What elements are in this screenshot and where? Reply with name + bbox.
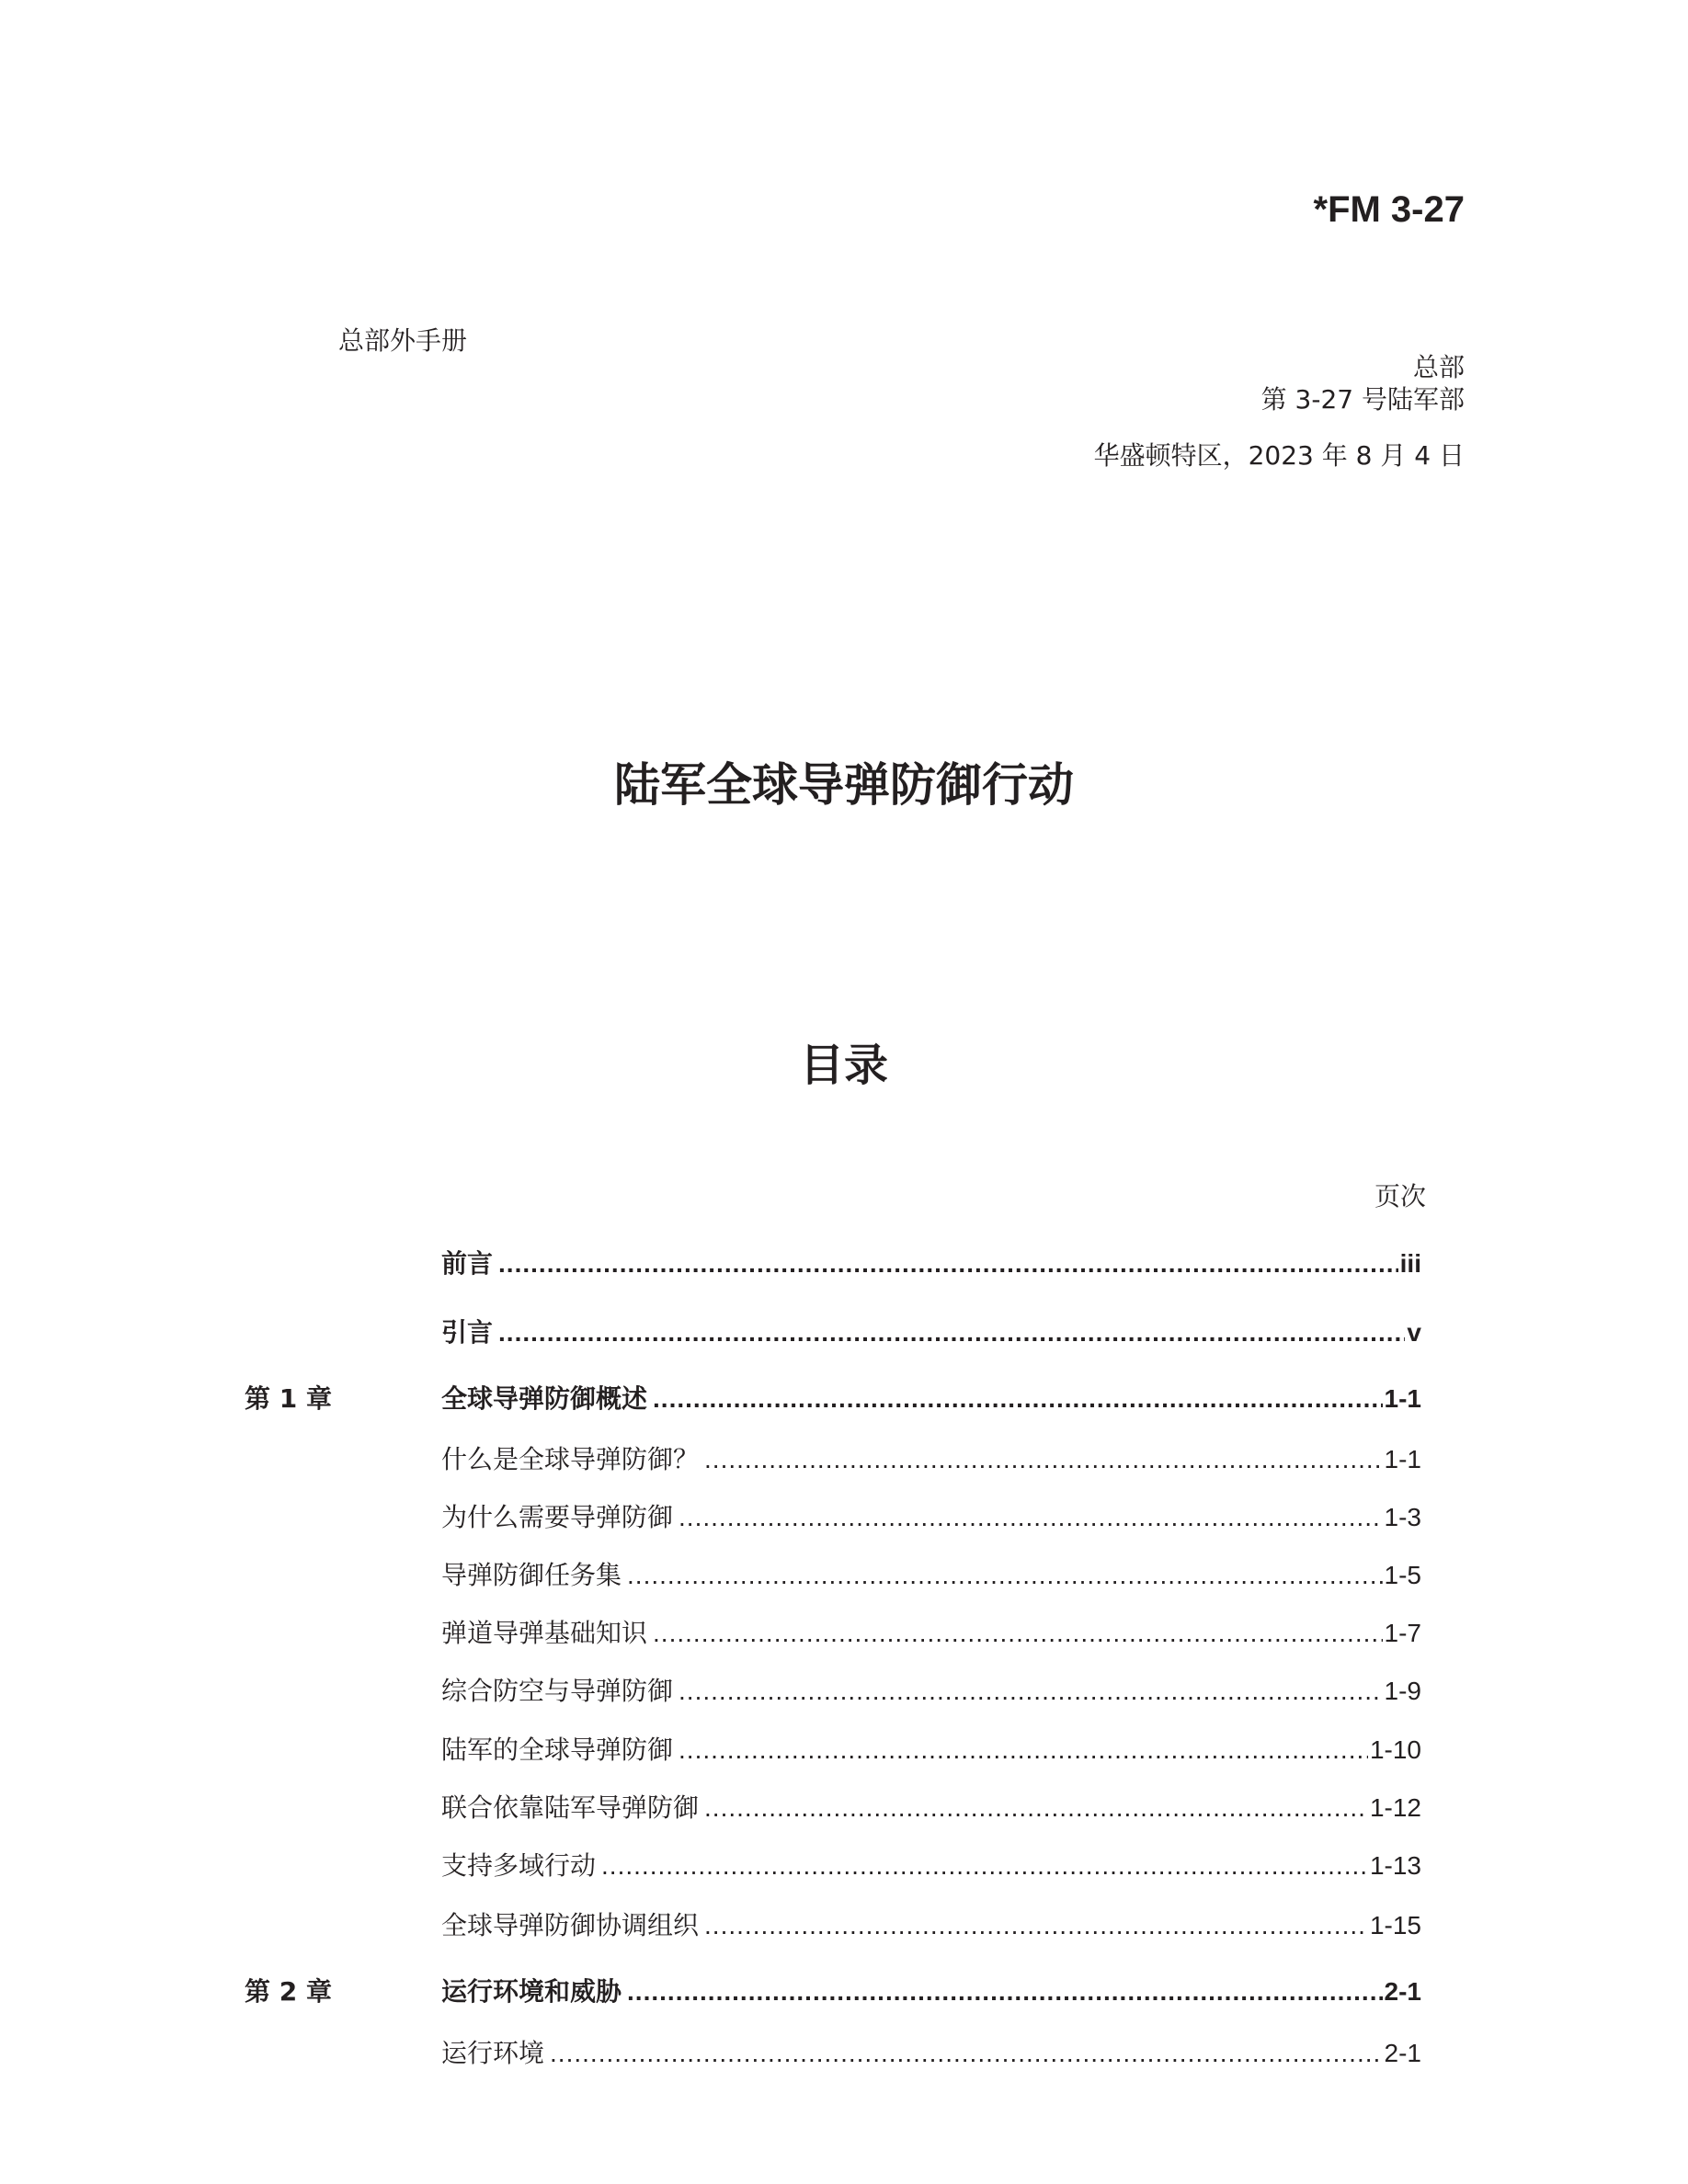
headquarters: 总部: [1412, 352, 1465, 382]
toc-dot-leader: [679, 1499, 1383, 1536]
toc-entry-page: 1-5: [1384, 1561, 1421, 1589]
toc-row: [0, 1732, 1688, 1769]
toc-dot-leader: [653, 1381, 1383, 1417]
toc-row: [0, 1381, 1688, 1417]
toc-entry-page: 1-12: [1369, 1793, 1421, 1822]
toc-dot-leader: [679, 1732, 1368, 1769]
toc-entry-page: 1-1: [1384, 1445, 1421, 1473]
toc-row: [0, 1848, 1688, 1884]
toc-entry[interactable]: [441, 1557, 1421, 1594]
toc-row: [0, 1246, 1688, 1282]
toc-entry-label: 前言: [441, 1248, 494, 1279]
toc-dot-leader: [627, 1557, 1383, 1594]
toc-entry-page: iii: [1399, 1249, 1421, 1278]
document-number: *FM 3-27: [1313, 189, 1465, 230]
toc-entry-page: v: [1407, 1318, 1421, 1347]
toc-entry[interactable]: [441, 1246, 1421, 1282]
toc-row: [0, 1314, 1688, 1351]
publication-type: 总部外手册: [338, 325, 468, 356]
toc-entry[interactable]: [441, 1441, 1421, 1478]
toc-row: [0, 1974, 1688, 2010]
toc-entry-label: 支持多域行动: [441, 1850, 597, 1881]
toc-entry[interactable]: [441, 1615, 1421, 1652]
toc-entry-label: 全球导弹防御概述: [441, 1383, 648, 1414]
toc-entry[interactable]: [441, 1499, 1421, 1536]
toc-entry[interactable]: [441, 1673, 1421, 1710]
toc-entry-label: 引言: [441, 1317, 494, 1348]
toc-title: 目录: [799, 1040, 888, 1091]
toc-entry-label: 综合防空与导弹防御: [441, 1676, 674, 1706]
toc-row: [0, 1557, 1688, 1594]
toc-entry[interactable]: [441, 1790, 1421, 1826]
toc-dot-leader: [704, 1441, 1383, 1478]
toc-entry[interactable]: [441, 1974, 1421, 2010]
toc-entry-page: 2-1: [1384, 2039, 1421, 2067]
toc-entry-page: 1-1: [1384, 1384, 1421, 1413]
toc-entry-page: 2-1: [1384, 1977, 1421, 2006]
toc-entry-page: 1-13: [1369, 1851, 1421, 1880]
toc-row: [0, 1790, 1688, 1826]
toc-dot-leader: [601, 1848, 1368, 1884]
toc-entry-page: 1-10: [1369, 1735, 1421, 1764]
toc-entry[interactable]: [441, 1848, 1421, 1884]
toc-row: [0, 1441, 1688, 1478]
toc-entry-label: 为什么需要导弹防御: [441, 1502, 674, 1532]
toc-entry-label: 导弹防御任务集: [441, 1560, 622, 1590]
toc-entry-page: 1-3: [1384, 1503, 1421, 1531]
toc-dot-leader: [498, 1314, 1405, 1351]
toc-entry-label: 运行环境: [441, 2038, 545, 2068]
toc-dot-leader: [627, 1974, 1383, 2010]
document-title: 陆军全球导弹防御行动: [614, 758, 1074, 812]
toc-page-column-label: 页次: [1374, 1181, 1426, 1211]
toc-entry-label: 运行环境和威胁: [441, 1976, 622, 2007]
place-date: 华盛顿特区，2023 年 8 月 4 日: [1093, 440, 1465, 471]
toc-row: [0, 1499, 1688, 1536]
toc-entry[interactable]: [441, 1732, 1421, 1769]
toc-entry-page: 1-9: [1384, 1677, 1421, 1705]
toc-dot-leader: [704, 1790, 1368, 1826]
toc-dot-leader: [679, 1673, 1383, 1710]
toc-entry-label: 什么是全球导弹防御？: [441, 1444, 700, 1474]
toc-entry-page: 1-15: [1369, 1911, 1421, 1939]
toc-dot-leader: [550, 2035, 1383, 2072]
toc-row: [0, 1673, 1688, 1710]
toc-entry-label: 联合依靠陆军导弹防御: [441, 1792, 700, 1823]
toc-entry[interactable]: [441, 1314, 1421, 1351]
toc-row: [0, 1907, 1688, 1944]
toc-row: [0, 2035, 1688, 2072]
toc-entry-label: 陆军的全球导弹防御: [441, 1735, 674, 1765]
toc-entry-label: 弹道导弹基础知识: [441, 1618, 648, 1648]
toc-dot-leader: [704, 1907, 1368, 1944]
toc-chapter-number: 第 2 章: [245, 1976, 332, 2007]
toc-entry[interactable]: [441, 2035, 1421, 2072]
toc-row: [0, 1615, 1688, 1652]
toc-entry[interactable]: [441, 1907, 1421, 1944]
toc-dot-leader: [498, 1246, 1398, 1282]
department: 第 3-27 号陆军部: [1260, 384, 1465, 415]
toc-chapter-number: 第 1 章: [245, 1383, 332, 1414]
toc-entry[interactable]: [441, 1381, 1421, 1417]
toc-entry-page: 1-7: [1384, 1619, 1421, 1647]
toc-entry-label: 全球导弹防御协调组织: [441, 1910, 700, 1940]
toc-dot-leader: [653, 1615, 1383, 1652]
